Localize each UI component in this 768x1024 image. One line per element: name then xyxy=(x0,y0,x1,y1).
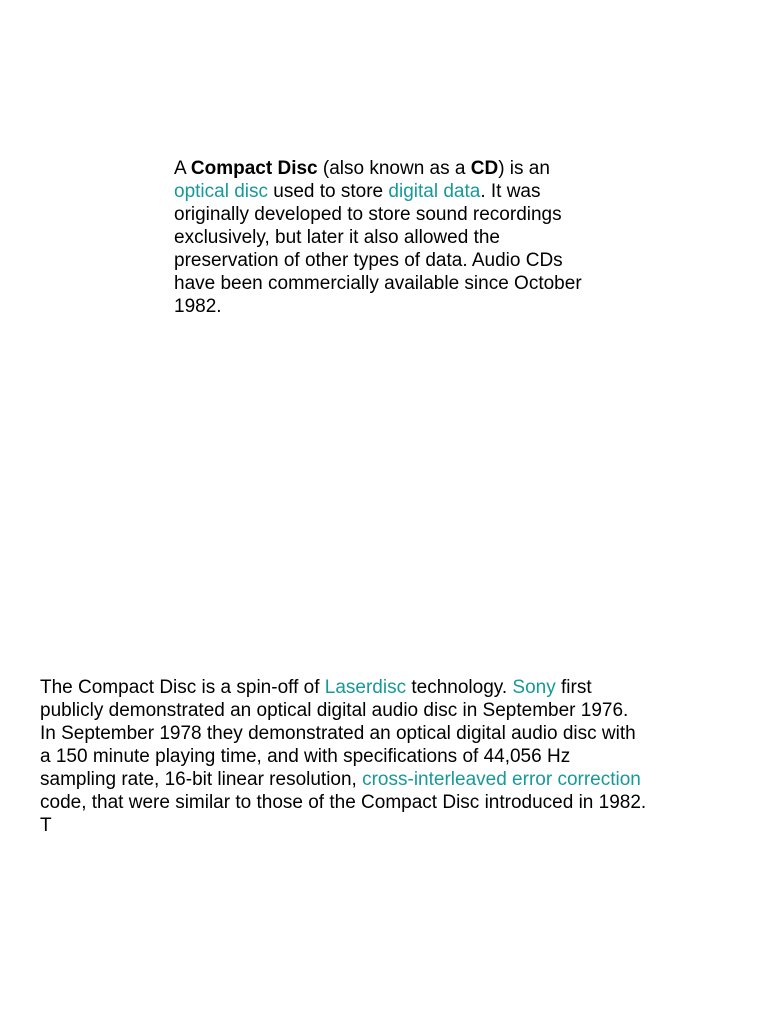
term-cd: CD xyxy=(470,158,499,179)
text-segment: T xyxy=(40,815,52,836)
text-segment: A xyxy=(174,158,191,179)
link-cross-interleaved-error-correction[interactable]: cross-interleaved error correction xyxy=(362,769,641,790)
text-segment: ) is an xyxy=(498,158,550,179)
history-line-4 xyxy=(40,745,740,768)
text-segment: code, that were similar to those of the Compact Disc introduced in 1982. xyxy=(40,792,647,813)
text-segment: originally developed to store sound recordings xyxy=(174,204,562,225)
link-digital-data[interactable]: digital data xyxy=(388,181,481,202)
history-line-1 xyxy=(40,676,740,699)
term-compact-disc: Compact Disc xyxy=(190,158,318,179)
text-segment: The Compact Disc is a spin-off of xyxy=(40,677,325,698)
intro-line-2 xyxy=(174,180,614,203)
text-segment: 1982. xyxy=(174,296,222,317)
text-segment: (also known as a xyxy=(317,158,471,179)
text-segment: have been commercially available since October xyxy=(174,273,582,294)
link-laserdisc[interactable]: Laserdisc xyxy=(324,677,407,698)
intro-line-7 xyxy=(174,295,614,318)
intro-line-5 xyxy=(174,249,614,272)
text-segment: In September 1978 they demonstrated an optical digital audio disc with xyxy=(40,723,636,744)
text-segment: publicly demonstrated an optical digital audio disc in September 1976. xyxy=(40,700,629,721)
intro-line-3 xyxy=(174,203,614,226)
text-segment: used to store xyxy=(268,181,389,202)
text-segment: . It was xyxy=(480,181,541,202)
intro-line-4 xyxy=(174,226,614,249)
history-line-2 xyxy=(40,699,740,722)
history-line-5 xyxy=(40,768,740,791)
history-line-6 xyxy=(40,791,740,814)
link-optical-disc[interactable]: optical disc xyxy=(174,181,268,202)
text-segment: sampling rate, 16-bit linear resolution, xyxy=(40,769,363,790)
link-sony[interactable]: Sony xyxy=(512,677,556,698)
text-segment: a 150 minute playing time, and with specifications of 44,056 Hz xyxy=(40,746,571,767)
history-line-3 xyxy=(40,722,740,745)
intro-line-6 xyxy=(174,272,614,295)
text-segment: exclusively, but later it also allowed the xyxy=(174,227,500,248)
intro-paragraph xyxy=(174,157,614,318)
history-line-7 xyxy=(40,814,740,837)
history-paragraph xyxy=(40,676,740,837)
text-segment: technology. xyxy=(406,677,513,698)
text-segment: preservation of other types of data. Audio CDs xyxy=(174,250,563,271)
intro-line-1 xyxy=(174,157,614,180)
text-segment: first xyxy=(555,677,592,698)
